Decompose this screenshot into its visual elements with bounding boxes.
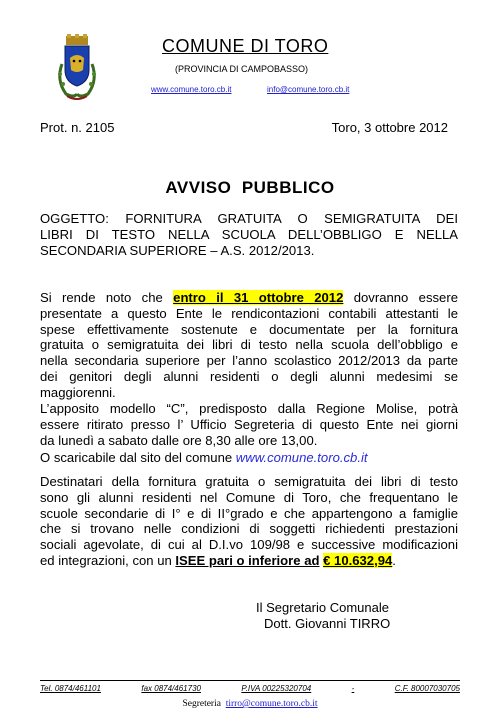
province-label: (PROVINCIA DI CAMPOBASSO) [175, 64, 309, 74]
deadline-highlight: entro il 31 ottobre 2012 [173, 290, 344, 305]
paragraph-line: nella secondaria superiore per l’anno scolastico 2012/2013 da parte [40, 353, 458, 369]
subject-line: SECONDARIA SUPERIORE – A.S. 2012/2013. [40, 242, 315, 258]
footer-tax-code: C.F. 80007030705 [394, 684, 460, 693]
paragraph-line: dei genitori degli alunni residenti o degli alunni medesimi se [40, 368, 458, 384]
paragraph-line [40, 553, 458, 569]
paragraph-line: essere ritirato presso l’ Ufficio Segreteria di questo Ente nei giorni [40, 416, 458, 432]
subject-block [40, 211, 458, 258]
footer-fax: fax 0874/461730 [141, 684, 201, 693]
paragraph-line: sociali agevolate, di cui al D.I.vo 109/98 e successive modificazioni [40, 537, 458, 553]
text-fragment: . [392, 552, 396, 568]
subject-line: OGGETTO: FORNITURA GRATUITA O SEMIGRATUITA DEI [40, 211, 458, 226]
footer-phone: Tel. 0874/461101 [40, 684, 101, 693]
signatory-role: Il Segretario Comunale [256, 600, 389, 615]
text-fragment: Si rende noto che [40, 290, 174, 305]
paragraph-line [40, 450, 458, 466]
secretariat-label: Segreteria [182, 699, 221, 709]
paragraph-rendicontazioni [40, 290, 458, 401]
subject-line: LIBRI DI TESTO NELLA SCUOLA DELL’OBBLIGO E NELLA [40, 226, 458, 242]
paragraph-destinatari [40, 474, 458, 569]
coat-of-arms-icon [52, 34, 102, 104]
paragraph-line: maggiorenni. [40, 384, 116, 400]
paragraph-download [40, 450, 458, 466]
text-fragment: dovranno essere [343, 290, 458, 305]
paragraph-line: spese effettivamente sostenute e documentate per la fornitura [40, 321, 458, 337]
isee-amount-highlight: € 10.632,94 [323, 552, 393, 568]
protocol-number: Prot. n. 2105 [40, 120, 115, 135]
paragraph-line: L’apposito modello “C”, predisposto dalla Regione Molise, potrà [40, 401, 458, 416]
paragraph-line: Destinatari della fornitura gratuita o semigratuita dei libri di testo [40, 474, 458, 489]
paragraph-line [40, 290, 458, 306]
download-site-link[interactable]: www.comune.toro.cb.it [235, 450, 368, 465]
text-fragment: O scaricabile dal sito del comune [40, 450, 236, 465]
paragraph-modello [40, 401, 458, 448]
paragraph-line: gratuita o semigratuita dei libri di testo nella scuola dell’obbligo e [40, 337, 458, 353]
footer-secretariat [0, 699, 500, 709]
footer-divider [40, 680, 460, 681]
municipality-title: COMUNE DI TORO [162, 36, 329, 56]
footer-vat: P.IVA 00225320704 [241, 684, 312, 693]
text-fragment: ed integrazioni, con un [40, 552, 176, 568]
paragraph-line: presentate a questo Ente le rendicontazioni contabili attestanti le [40, 305, 458, 321]
place-date: Toro, 3 ottobre 2012 [331, 120, 448, 135]
paragraph-line: scuole secondarie di I° e di II°grado e che appartengono a famiglie [40, 505, 458, 521]
paragraph-line: da lunedì a sabato dalle ore 8,30 alle ore 13,00. [40, 432, 318, 448]
footer-separator: - [351, 684, 355, 693]
notice-title: AVVISO PUBBLICO [165, 178, 335, 197]
email-link[interactable]: info@comune.toro.cb.it [267, 85, 350, 94]
isee-threshold-label: ISEE pari o inferiore ad [175, 552, 320, 568]
paragraph-line: che si trovano nelle condizioni di soggetti richiedenti prestazioni [40, 521, 458, 537]
website-link[interactable]: www.comune.toro.cb.it [151, 85, 232, 94]
signatory-name: Dott. Giovanni TIRRO [264, 616, 391, 631]
secretariat-email-link[interactable]: tirro@comune.toro.cb.it [225, 699, 318, 709]
paragraph-line: sono gli alunni residenti nel Comune di Toro, che frequentano le [40, 489, 458, 505]
footer-contacts [40, 684, 460, 693]
